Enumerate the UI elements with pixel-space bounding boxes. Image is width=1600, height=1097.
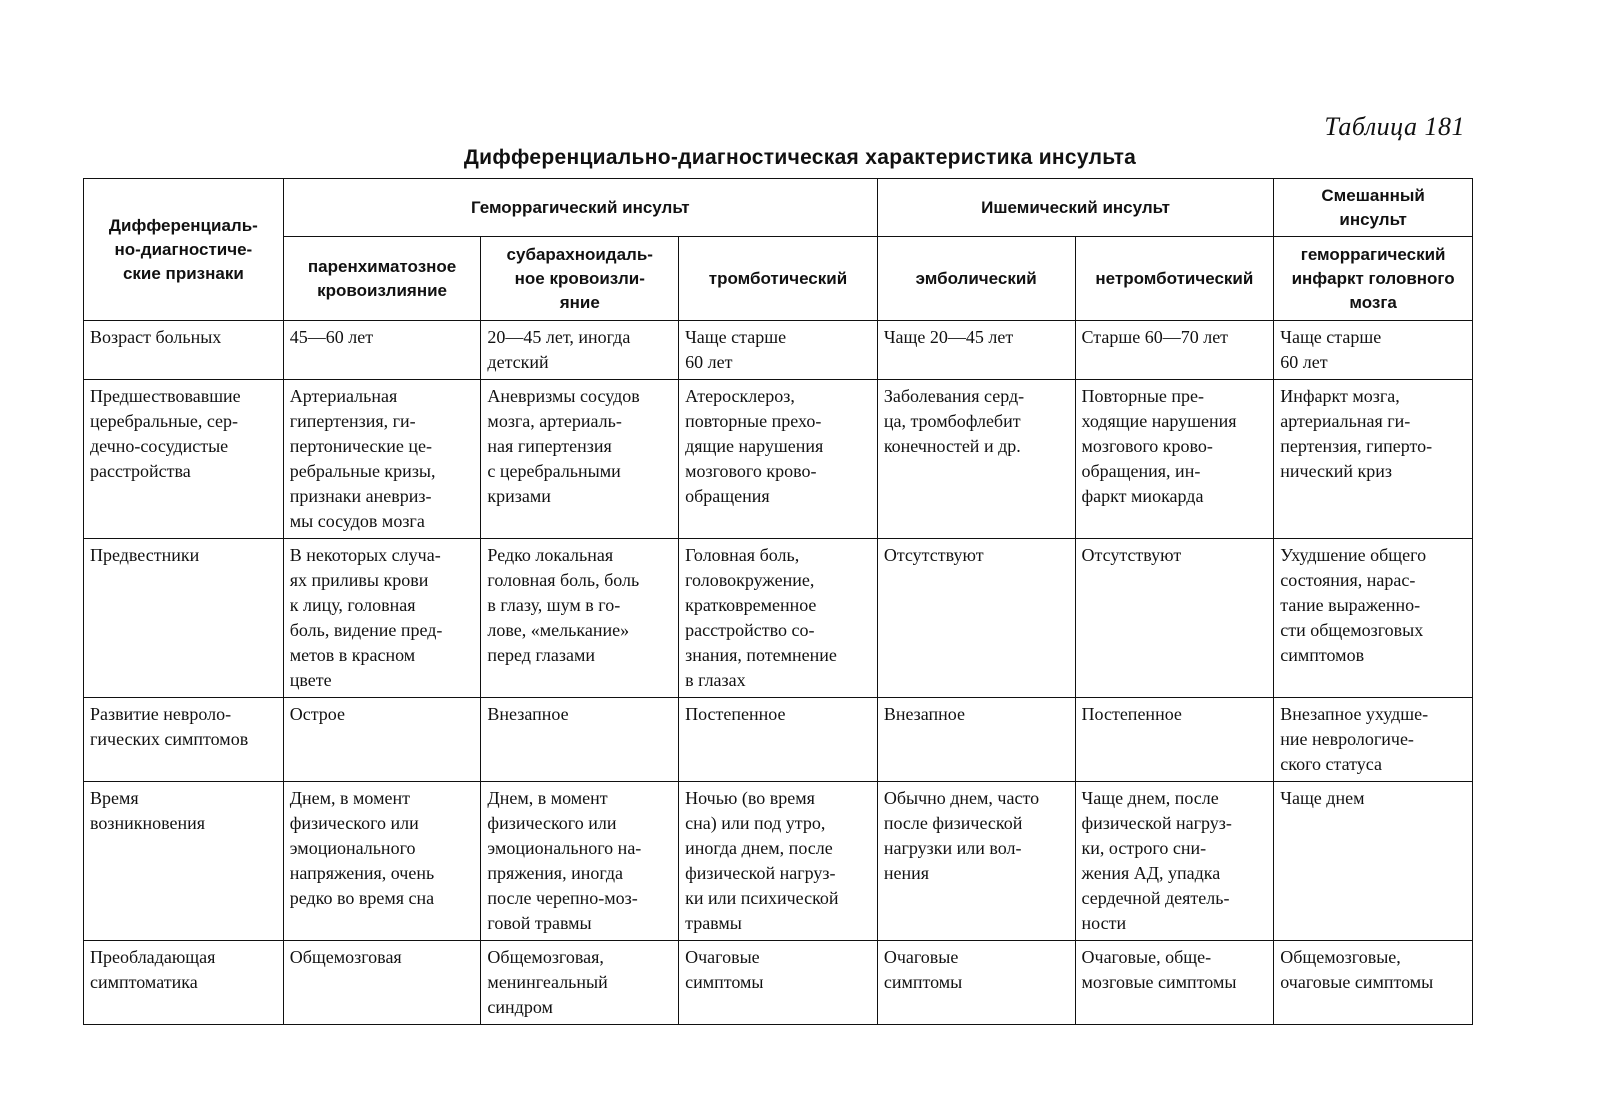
table-cell: Чаще старше 60 лет — [1274, 321, 1473, 380]
table-row-precursors — [84, 539, 1473, 698]
header-group-ischemic: Ишемический инсульт — [877, 179, 1273, 237]
row-label: Предвестники — [84, 539, 284, 698]
table-cell: Чаще днем — [1274, 782, 1473, 941]
row-label: Предшествовавшие церебральные, сер- дечно-сосудистые расстройства — [84, 380, 284, 539]
table-cell: Головная боль, головокружение, кратковременное расстройство со- знания, потемнение в глазах — [679, 539, 878, 698]
table-cell: Чаще старше 60 лет — [679, 321, 878, 380]
header-nonthrombotic: нетромботический — [1075, 237, 1274, 321]
table-title: Дифференциально-диагностическая характеристика инсульта — [463, 146, 1137, 169]
header-parenchymal: паренхиматозное кровоизлияние — [283, 237, 481, 321]
table-cell: Днем, в момент физического или эмоционального на- пряжения, иногда после черепно-моз- говой травмы — [481, 782, 679, 941]
table-cell: Острое — [283, 698, 481, 782]
table-cell: Постепенное — [679, 698, 878, 782]
table-cell: Внезапное — [481, 698, 679, 782]
table-cell: Общемозговые, очаговые симптомы — [1274, 941, 1473, 1025]
table-cell: Очаговые, обще- мозговые симптомы — [1075, 941, 1274, 1025]
header-embolic: эмболический — [877, 237, 1075, 321]
table-cell: Днем, в момент физического или эмоционального напряжения, очень редко во время сна — [283, 782, 481, 941]
row-label: Время возникновения — [84, 782, 284, 941]
header-signs: Дифференциаль- но-диагностиче- ские признаки — [84, 179, 284, 321]
table-cell: Ночью (во время сна) или под утро, иногда днем, после физической нагруз- ки или психической травмы — [679, 782, 878, 941]
table-cell: 20—45 лет, иногда детский — [481, 321, 679, 380]
table-cell: Обычно днем, часто после физической нагрузки или вол- нения — [877, 782, 1075, 941]
table-cell: Очаговые симптомы — [679, 941, 878, 1025]
table-row-prior-disorders — [84, 380, 1473, 539]
table-cell: 45—60 лет — [283, 321, 481, 380]
table-cell: Ухудшение общего состояния, нарас- тание выраженно- сти общемозговых симптомов — [1274, 539, 1473, 698]
table-cell: Общемозговая, менингеальный синдром — [481, 941, 679, 1025]
header-group-hemorrhagic: Геморрагический инсульт — [283, 179, 877, 237]
table-cell: Аневризмы сосудов мозга, артериаль- ная гипертензия с церебральными кризами — [481, 380, 679, 539]
table-cell: Заболевания серд- ца, тромбофлебит конечностей и др. — [877, 380, 1075, 539]
table-cell: Отсутствуют — [1075, 539, 1274, 698]
header-hemorrhagic-infarct: геморрагический инфаркт головного мозга — [1274, 237, 1473, 321]
row-label: Преобладающая симптоматика — [84, 941, 284, 1025]
table-cell: Инфаркт мозга, артериальная ги- пертензия, гиперто- нический криз — [1274, 380, 1473, 539]
table-cell: Постепенное — [1075, 698, 1274, 782]
table-cell: Артериальная гипертензия, ги- пертонические це- ребральные кризы, признаки аневриз- мы сосудов мозга — [283, 380, 481, 539]
table-cell: Внезапное — [877, 698, 1075, 782]
table-number: Таблица 181 — [1324, 112, 1465, 141]
table-cell: Внезапное ухудше- ние неврологиче- ского статуса — [1274, 698, 1473, 782]
table-row-onset-time — [84, 782, 1473, 941]
table-cell: Отсутствуют — [877, 539, 1075, 698]
diagnostic-table — [83, 178, 1473, 1025]
table-row-age — [84, 321, 1473, 380]
table-row-symptom-development — [84, 698, 1473, 782]
table-cell: Чаще днем, после физической нагруз- ки, острого сни- жения АД, упадка сердечной деятель- ности — [1075, 782, 1274, 941]
table-row-predominant-symptoms — [84, 941, 1473, 1025]
header-group-mixed: Смешанный инсульт — [1274, 179, 1473, 237]
table-cell: Общемозговая — [283, 941, 481, 1025]
row-label: Возраст больных — [84, 321, 284, 380]
table-cell: Редко локальная головная боль, боль в глазу, шум в го- лове, «мелькание» перед глазами — [481, 539, 679, 698]
table-cell: Повторные пре- ходящие нарушения мозгового крово- обращения, ин- фаркт миокарда — [1075, 380, 1274, 539]
header-subarachnoid: субарахноидаль- ное кровоизли- яние — [481, 237, 679, 321]
table-cell: В некоторых случа- ях приливы крови к лицу, головная боль, видение пред- метов в красном цвете — [283, 539, 481, 698]
row-label: Развитие невроло- гических симптомов — [84, 698, 284, 782]
header-thrombotic: тромботический — [679, 237, 878, 321]
table-cell: Атеросклероз, повторные прехо- дящие нарушения мозгового крово- обращения — [679, 380, 878, 539]
table-cell: Чаще 20—45 лет — [877, 321, 1075, 380]
table-cell: Старше 60—70 лет — [1075, 321, 1274, 380]
table-cell: Очаговые симптомы — [877, 941, 1075, 1025]
